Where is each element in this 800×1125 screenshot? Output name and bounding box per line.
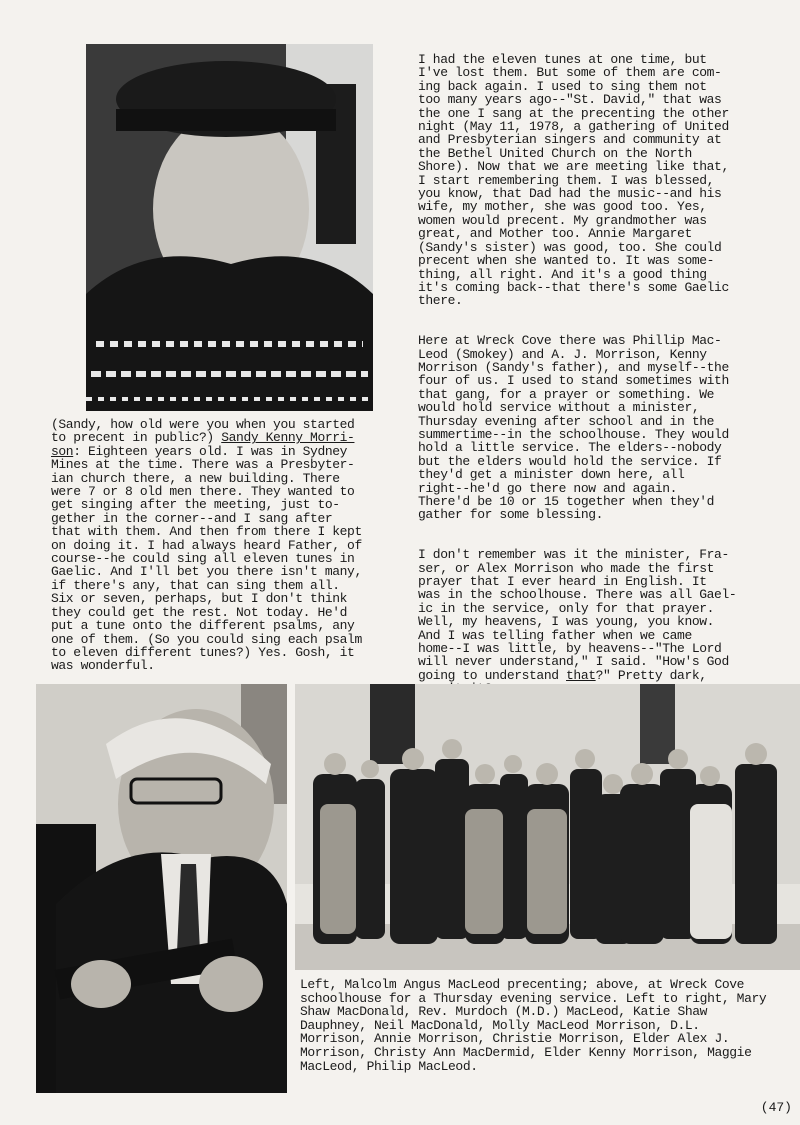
photo-caption: Left, Malcolm Angus MacLeod precenting; above, at Wreck Cove schoolhouse for a Thursday evening service. Left to right, Mary Shaw MacDonald, Rev. Murdoch (M.D.) MacLeod, Katie Shaw Dauphney, Neil MacDonald, Molly MacLeod Morrison, D.L. Morrison, Annie Morrison, Christie Morrison, Elder Alex J. Morrison, Christy Ann MacDermid, Elder Kenny Morrison, Maggie MacLeod, Philip MacLeod. [300, 977, 767, 1074]
preacher-photo [36, 684, 287, 1093]
paragraph: I had the eleven tunes at one time, but I've lost them. But some of them are com- ing back again. I used to sing them not too many years ago--"St. David," that was the one I sang at the precenting the other night (May 11, 1978, a gathering of United and Presbyterian singers and community at the Bethel United Church on the North Shore). Now that we are meeting like that, I start remembering them. I was blessed, you know, that Dad had the music--and his wife, my mother, she was good too. Yes, women would precent. My grandmother was great, and Mother too. Annie Margaret (Sandy's sister) was good, too. She could precent when she wanted to. It was some- thing, all right. And it's a good thing it's coming back--that there's some Gaelic there. [418, 52, 729, 309]
emphasis-text: that [566, 667, 596, 683]
paragraph [418, 548, 763, 695]
page-number: (47) [760, 1100, 792, 1115]
left-column [51, 418, 371, 673]
portrait-photo [86, 44, 373, 411]
paragraph: Here at Wreck Cove there was Phillip Mac- Leod (Smokey) and A. J. Morrison, Kenny Morrison (Sandy's father), and myself--the four of us. I used to stand sometimes with that gang, for a prayer or something. We would hold service without a minister, Thursday evening after school and in the summertime--in the schoolhouse. They would hold a little service. The elders--nobody but the elders would hold the service. If they'd get a minister down here, all right--he'd go there now and again. There'd be 10 or 15 together when they'd gather for some blessing. [418, 333, 729, 523]
paragraph-text: ?" Pretty dark, [595, 667, 707, 683]
speaker-name: Sandy Kenny Morri- son [51, 430, 355, 459]
answer-text: : Eighteen years old. I was in Sydney Mines at the time. There was a Presbyter- ian church there, a new building. There were 7 or 8 old men there. They wanted to get singing after the meeting, just to- gether in the corner--and I sang after that with them. And then from there I kept on doing it. I had always heard Father, of course--he could sing all eleven tunes in Gaelic. And I'll bet you there isn't many, if there's any, that can sing them all. Six or seven, perhaps, but I don't think they could get the rest. Not today. He'd put a tune onto the different psalms, any one of them. (So you could sing each psalm to eleven different tunes?) Yes. Gosh, it was wonderful. [51, 443, 362, 674]
right-column [418, 53, 763, 696]
question-text: (Sandy, how old were you when you started to precent in public?) [51, 417, 355, 446]
paragraph-text: I don't remember was it the minister, Fra- ser, or Alex Morrison who made the first prayer that I ever heard in English. It was in the schoolhouse. There was all Gael- ic in the service, only for that prayer. Well, my heavens, I was young, you know. And I was telling father when we came home--I was little, by heavens--"The Lord will never understand," I said. "How's God going to understand [418, 547, 737, 683]
group-photo [295, 684, 800, 970]
